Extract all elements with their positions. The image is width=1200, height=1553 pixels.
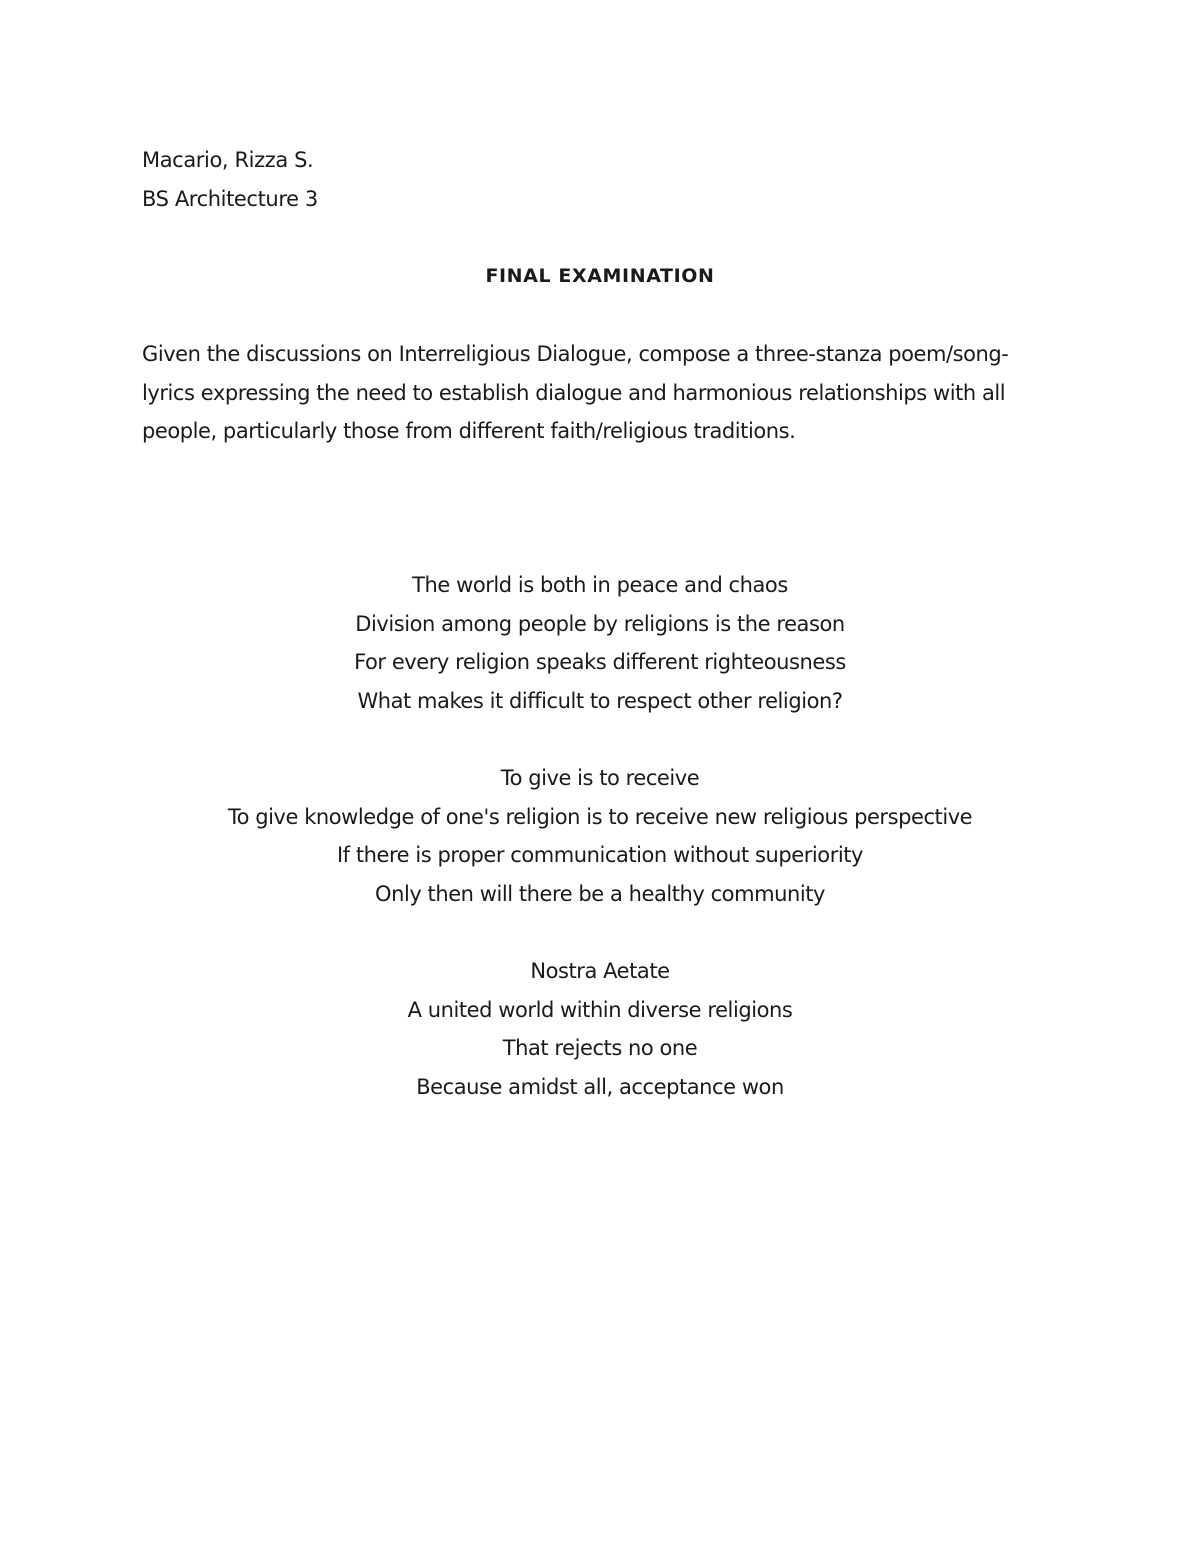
poem-line: Nostra Aetate [530, 958, 670, 983]
poem-line: For every religion speaks different righteousness [354, 650, 846, 675]
poem-line: To give is to receive [500, 765, 700, 790]
poem-stanza-1 [0, 566, 1200, 720]
student-name: Macario, Rizza S. [142, 148, 314, 172]
poem-line: A united world within diverse religions [407, 997, 793, 1022]
poem-line: The world is both in peace and chaos [412, 573, 788, 597]
poem-line: Division among people by religions is the reason [355, 611, 845, 636]
poem-line: Because amidst all, acceptance won [416, 1074, 784, 1099]
poem-line: If there is proper communication without superiority [336, 843, 864, 868]
poem-line: What makes it difficult to respect other religion? [357, 688, 843, 713]
poem-line: To give knowledge of one's religion is to receive new religious perspective [227, 804, 973, 829]
exam-prompt: Given the discussions on Interreligious Dialogue, compose a three-stanza poem/song-lyrics expressing the need to establish dialogue and harmonious relationships with all people, particularly those from different faith/religious traditions. [142, 342, 1009, 444]
student-course: BS Architecture 3 [142, 186, 318, 211]
poem-line: Only then will there be a healthy community [375, 881, 825, 906]
poem-line: That rejects no one [502, 1036, 698, 1061]
poem-stanza-2 [0, 759, 1200, 913]
student-header [142, 141, 1058, 218]
poem [0, 566, 1200, 1145]
poem-stanza-3 [0, 952, 1200, 1106]
exam-title: FINAL EXAMINATION [485, 265, 715, 287]
